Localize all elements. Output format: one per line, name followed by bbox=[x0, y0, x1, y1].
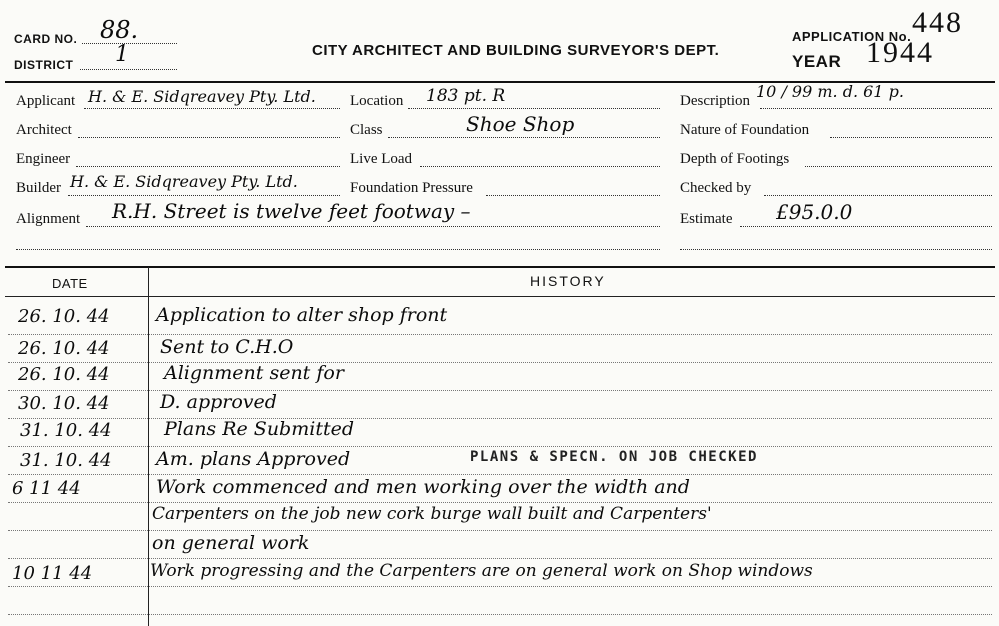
alignment-line-1 bbox=[86, 226, 660, 227]
history-row-text: Am. plans Approved bbox=[156, 448, 351, 470]
history-row-text: Sent to C.H.O bbox=[160, 336, 294, 358]
history-row-date: 31. 10. 44 bbox=[20, 450, 112, 471]
history-row-text: Plans Re Submitted bbox=[164, 418, 354, 440]
alignment-label: Alignment bbox=[16, 211, 81, 227]
class-value: Shoe Shop bbox=[466, 112, 575, 136]
nature-of-foundation-line bbox=[830, 137, 992, 138]
builder-value: H. & E. Sidqreavey Pty. Ltd. bbox=[70, 172, 298, 191]
history-row-text: Carpenters on the job new cork burge wall built and Carpenters' bbox=[152, 504, 712, 524]
foundation-pressure-label: Foundation Pressure bbox=[350, 180, 473, 196]
year-label: YEAR bbox=[792, 52, 842, 71]
history-rule bbox=[8, 362, 992, 363]
application-label: APPLICATION No. bbox=[792, 29, 912, 44]
architect-label: Architect bbox=[16, 122, 72, 138]
history-row-text: Work progressing and the Carpenters are on general work on Shop windows bbox=[150, 561, 813, 581]
description-line bbox=[760, 108, 992, 109]
alignment-line-2 bbox=[16, 249, 660, 250]
card-no-label: CARD NO. bbox=[14, 32, 78, 46]
alignment-value: R.H. Street is twelve feet footway – bbox=[112, 199, 471, 223]
nature-of-foundation-label: Nature of Foundation bbox=[680, 122, 810, 138]
history-rule bbox=[8, 390, 992, 391]
history-row-date: 10 11 44 bbox=[12, 563, 93, 584]
description-label: Description bbox=[680, 93, 750, 109]
estimate-value: £95.0.0 bbox=[776, 200, 853, 224]
district-label: DISTRICT bbox=[14, 58, 74, 72]
history-row-date: 6 11 44 bbox=[12, 478, 81, 499]
history-header: HISTORY bbox=[530, 273, 606, 289]
history-row-text: D. approved bbox=[160, 391, 277, 413]
estimate-line-2 bbox=[680, 249, 992, 250]
application-number: 448 bbox=[912, 6, 963, 39]
date-header: DATE bbox=[52, 276, 88, 291]
class-line bbox=[388, 137, 660, 138]
checked-by-line bbox=[764, 195, 992, 196]
history-row-date: 31. 10. 44 bbox=[20, 420, 112, 441]
card-no-value: 88. bbox=[100, 16, 139, 44]
history-top-rule bbox=[5, 266, 995, 268]
history-rule bbox=[8, 502, 992, 503]
history-rule bbox=[8, 558, 992, 559]
history-row-text: Application to alter shop front bbox=[156, 304, 448, 326]
estimate-line-1 bbox=[740, 226, 992, 227]
location-line bbox=[408, 108, 660, 109]
location-value: 183 pt. R bbox=[426, 86, 506, 106]
history-row-date: 26. 10. 44 bbox=[18, 364, 110, 385]
history-rule bbox=[8, 530, 992, 531]
class-label: Class bbox=[350, 122, 383, 138]
architect-line bbox=[78, 137, 340, 138]
applicant-line bbox=[84, 108, 340, 109]
history-row-text: Work commenced and men working over the width and bbox=[156, 476, 690, 498]
description-value: 10 / 99 m. d. 61 p. bbox=[756, 82, 904, 101]
depth-of-footings-line bbox=[805, 166, 992, 167]
history-rule bbox=[8, 334, 992, 335]
engineer-line bbox=[76, 166, 340, 167]
year-value: 1944 bbox=[866, 36, 934, 69]
applicant-label: Applicant bbox=[16, 93, 76, 109]
location-label: Location bbox=[350, 93, 404, 109]
history-row-text: Alignment sent for bbox=[164, 362, 344, 384]
applicant-value: H. & E. Sidqreavey Pty. Ltd. bbox=[88, 87, 316, 106]
checked-stamp: PLANS & SPECN. ON JOB CHECKED bbox=[470, 449, 758, 465]
estimate-label: Estimate bbox=[680, 211, 733, 227]
history-rule bbox=[8, 586, 992, 587]
engineer-label: Engineer bbox=[16, 151, 71, 167]
history-rule bbox=[8, 474, 992, 475]
builder-line bbox=[68, 195, 340, 196]
district-value: 1 bbox=[115, 42, 129, 67]
depth-of-footings-label: Depth of Footings bbox=[680, 151, 790, 167]
foundation-pressure-line bbox=[486, 195, 660, 196]
checked-by-label: Checked by bbox=[680, 180, 752, 196]
history-row-date: 26. 10. 44 bbox=[18, 306, 110, 327]
history-row-text: on general work bbox=[152, 532, 310, 554]
history-row-date: 26. 10. 44 bbox=[18, 338, 110, 359]
department-title: CITY ARCHITECT AND BUILDING SURVEYOR'S DEPT. bbox=[312, 42, 720, 59]
history-rule bbox=[8, 446, 992, 447]
history-header-rule bbox=[5, 296, 995, 297]
builder-label: Builder bbox=[16, 180, 61, 196]
history-rule bbox=[8, 418, 992, 419]
history-row-date: 30. 10. 44 bbox=[18, 393, 110, 414]
district-line bbox=[80, 69, 177, 70]
live-load-line bbox=[420, 166, 660, 167]
live-load-label: Live Load bbox=[350, 151, 413, 167]
history-rule bbox=[8, 614, 992, 615]
